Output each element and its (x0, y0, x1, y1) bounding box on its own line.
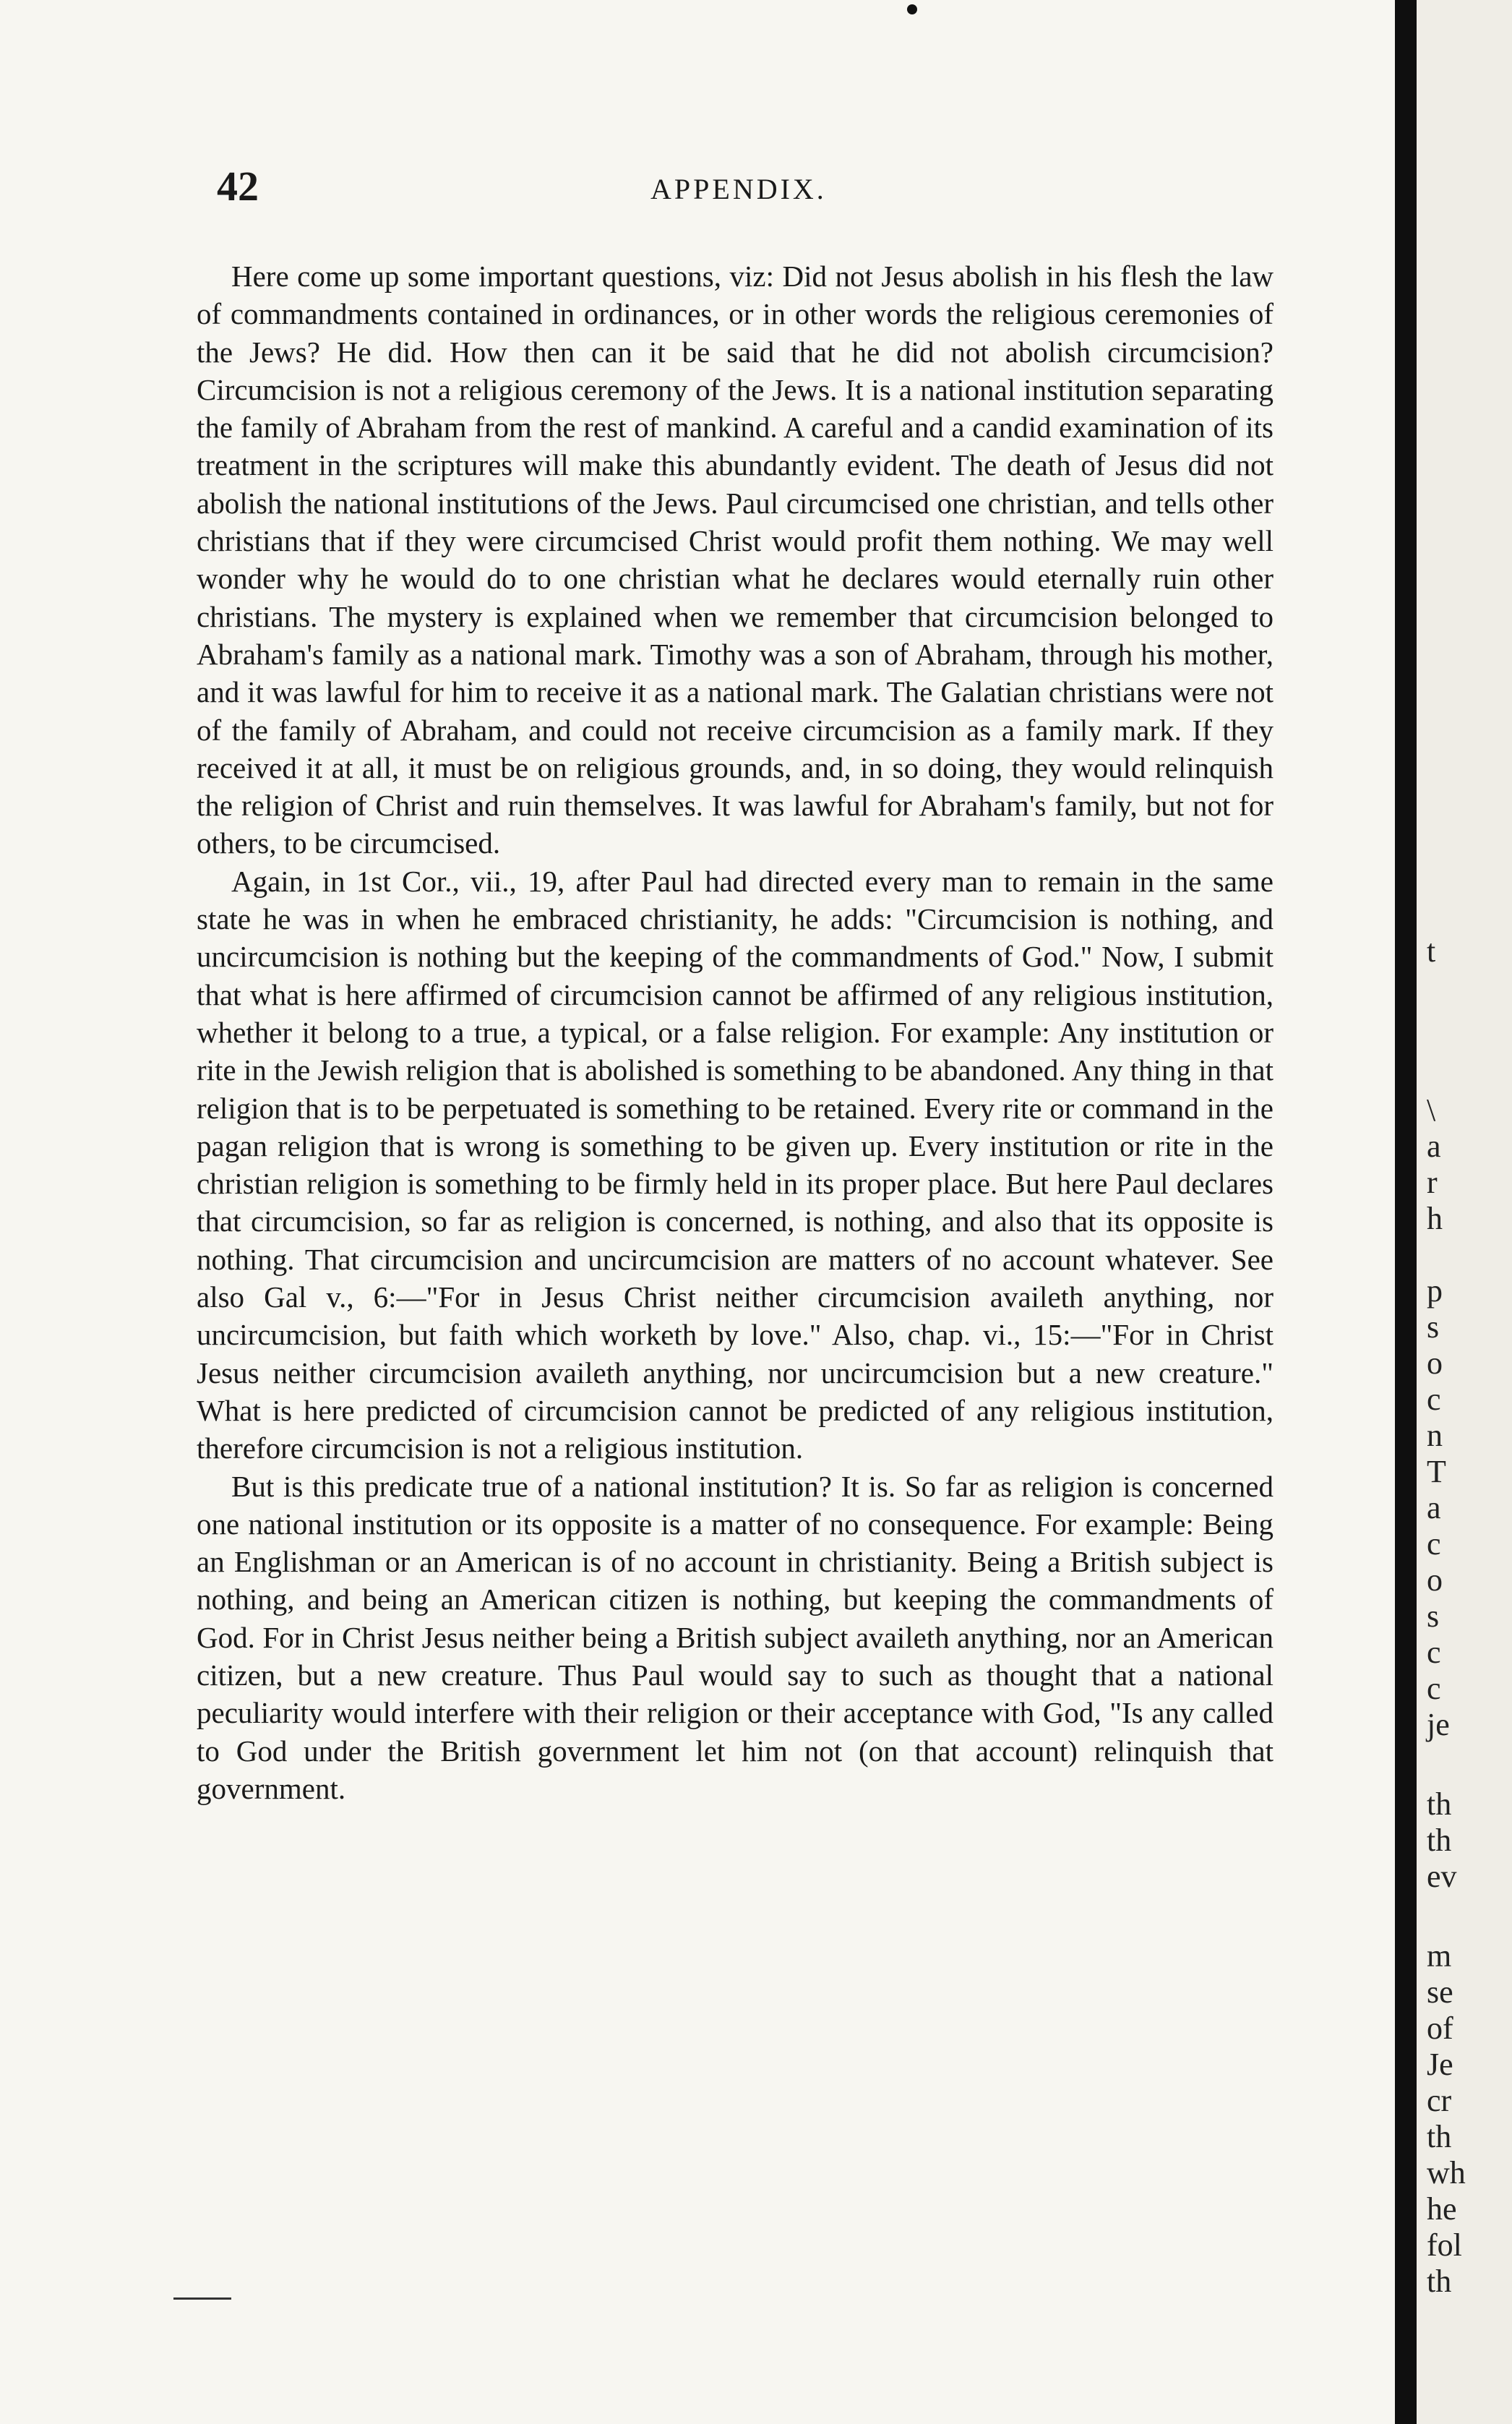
facing-page-fragment: a (1427, 1129, 1441, 1164)
facing-page-fragment: fol (1427, 2227, 1462, 2263)
facing-page-fragment: \ (1427, 1092, 1436, 1128)
facing-page-fragment: c (1427, 1635, 1441, 1670)
facing-page-fragment: ev (1427, 1859, 1457, 1894)
paragraph-3: But is this predicate true of a national institution? It is. So far as religion is concerned one national institution or its opposite is a matter of no consequence. For example: Being an Englishman or an American is of no account in christianity. Being a British subject is nothing, and being an American citizen is nothing, but keeping the commandments of God. For in Christ Jesus neither being a British subject availeth anything, nor an American citizen, but a new creature. Thus Paul would say to such as thought that a national peculiarity would interfere with their religion or their acceptance with God, "Is any called to God under the British government let him not (on that account) relinquish that government. (197, 1469, 1273, 1805)
book-gutter (1395, 0, 1417, 2424)
facing-page-fragment: m (1427, 1938, 1452, 1974)
facing-page-fragment: c (1427, 1526, 1441, 1562)
facing-page-fragment: he (1427, 2191, 1457, 2227)
footer-mark (173, 2297, 231, 2300)
facing-page-fragment: s (1427, 1309, 1440, 1345)
running-title: APPENDIX. (650, 173, 827, 205)
facing-page-fragment: s (1427, 1598, 1440, 1634)
facing-page-fragment: cr (1427, 2083, 1452, 2118)
facing-page-fragment: h (1427, 1201, 1443, 1236)
facing-page-fragment: o (1427, 1345, 1443, 1381)
facing-page-fragment: T (1427, 1454, 1446, 1489)
facing-page-fragment: t (1427, 933, 1436, 969)
facing-page-fragment: r (1427, 1165, 1438, 1200)
facing-page-fragment: je (1427, 1707, 1450, 1742)
facing-page-fragment: th (1427, 2264, 1452, 2299)
paragraph-1: Here come up some important questions, viz: Did not Jesus abolish in his flesh the law of commandments contained in ordinances, or in other words the religious ceremonies of the Jews? He did. How then can it be said that he did not abolish circumcision? Circumcision is not a religious ceremony of the Jews. It is a national institution separating the family of Abraham from the rest of mankind. A careful and a candid examination of its treatment in the scriptures will make this abundantly evident. The death of Jesus did not abolish the national institutions of the Jews. Paul circumcised one christian, and tells other christians that if they were circumcised Christ would profit them nothing. We may well wonder why he would do to one christian what he declares would eternally ruin other christians. The mystery is explained when we remember that circumcision belonged to Abraham's family as a national mark. Timothy was a son of Abraham, through his mother, and it was lawful for him to receive it as a national mark. The Galatian christians were not of the family of Abraham, and could not receive circumcision as a family mark. If they received it at all, it must be on religious grounds, and, in so doing, they would relinquish the religion of Christ and ruin themselves. It was lawful for Abraham's family, but not for others, to be circumcised. (197, 260, 1273, 860)
facing-page-edge (1417, 0, 1512, 2424)
facing-page-fragment: Je (1427, 2047, 1453, 2082)
body-text (197, 257, 1273, 1807)
facing-page-fragment: th (1427, 1823, 1452, 1858)
facing-page-fragment: se (1427, 1974, 1453, 2010)
facing-page-fragment: n (1427, 1418, 1443, 1453)
paragraph-2: Again, in 1st Cor., vii., 19, after Paul had directed every man to remain in the same state he was in when he embraced christianity, he adds: "Circumcision is nothing, and uncircumcision is nothing but the keeping of the commandments of God." Now, I submit that what is here affirmed of circumcision cannot be affirmed of any religious institution, whether it belong to a true, a typical, or a false religion. For example: Any institution or rite in the Jewish religion that is abolished is something to be abandoned. Any thing in that religion that is to be perpetuated is something to be retained. Every rite or command in the pagan religion that is wrong is something to be given up. Every institution or rite in the christian religion is something to be firmly held in its proper place. But here Paul declares that circumcision, so far as religion is concerned, is nothing, and also that its opposite is nothing. That circumcision and uncircumcision are matters of no account whatever. See also Gal v., 6:—"For in Jesus Christ neither circumcision availeth anything, nor uncircumcision, but faith which worketh by love." Also, chap. vi., 15:—"For in Christ Jesus neither circumcision availeth anything, nor uncircumcision but a new creature." What is here predicted of circumcision cannot be predicted of any religious institution, therefore circumcision is not a religious institution. (197, 864, 1273, 1465)
facing-page-fragment: th (1427, 1786, 1452, 1822)
facing-page-fragment: c (1427, 1382, 1441, 1417)
facing-page-fragment: th (1427, 2119, 1452, 2154)
facing-page-fragment: wh (1427, 2155, 1466, 2190)
facing-page-fragment: o (1427, 1562, 1443, 1598)
ink-dot (907, 4, 917, 14)
facing-page-fragment: c (1427, 1671, 1441, 1706)
page-number: 42 (217, 163, 259, 210)
page-header (217, 162, 1279, 220)
facing-page-fragment: of (1427, 2010, 1453, 2046)
facing-page-fragment: a (1427, 1490, 1441, 1525)
facing-page-fragment: p (1427, 1273, 1443, 1309)
